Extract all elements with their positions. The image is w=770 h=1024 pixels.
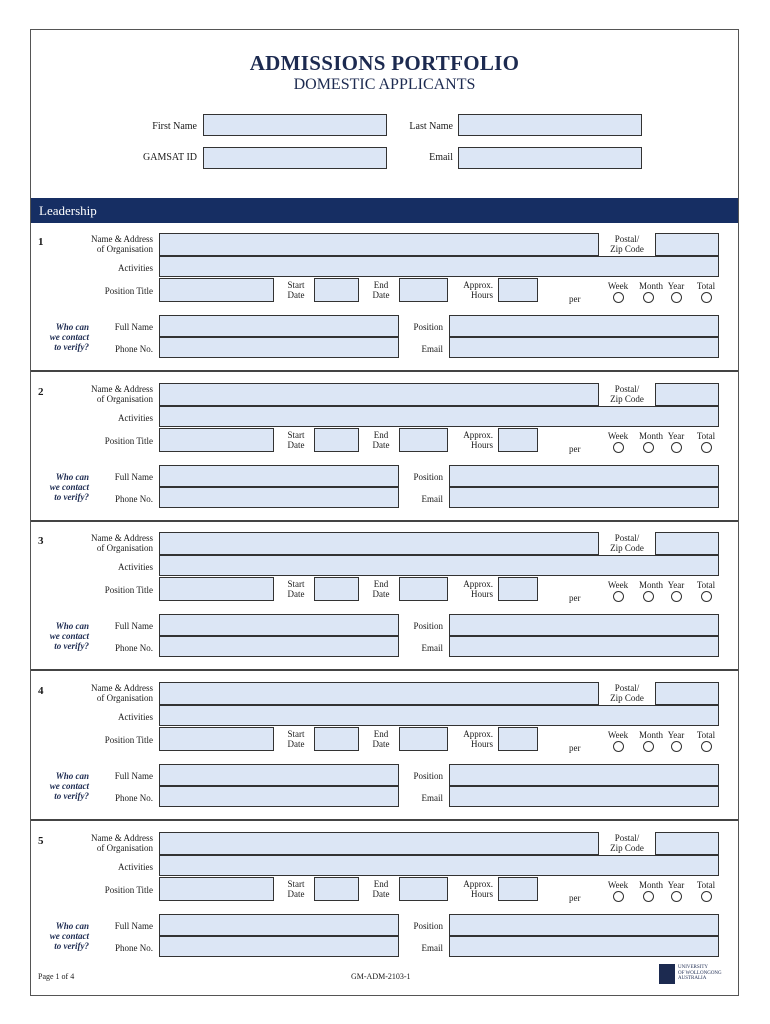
position-title-field[interactable] bbox=[159, 428, 274, 452]
approx-hours-field[interactable] bbox=[498, 577, 538, 601]
week-radio[interactable] bbox=[613, 292, 624, 303]
approx-hours-field[interactable] bbox=[498, 877, 538, 901]
week-radio[interactable] bbox=[613, 741, 624, 752]
activities-field[interactable] bbox=[159, 705, 719, 726]
contact-position-label: Position bbox=[413, 921, 443, 931]
position-title-label: Position Title bbox=[104, 885, 153, 895]
postal-label: Postal/ Zip Code bbox=[610, 384, 644, 404]
page-number: Page 1 of 4 bbox=[38, 972, 75, 981]
approx-hours-field[interactable] bbox=[498, 278, 538, 302]
position-title-label: Position Title bbox=[104, 735, 153, 745]
total-label: Total bbox=[696, 580, 716, 590]
contact-position-label: Position bbox=[413, 472, 443, 482]
entry-number: 5 bbox=[38, 835, 44, 847]
week-label: Week bbox=[607, 431, 629, 441]
start-date-label: Start Date bbox=[287, 879, 305, 899]
contact-email-label: Email bbox=[421, 494, 443, 504]
postal-field[interactable] bbox=[655, 383, 719, 406]
verify-label: Who can we contact to verify? bbox=[49, 771, 89, 801]
verify-label: Who can we contact to verify? bbox=[49, 621, 89, 651]
approx-hours-field[interactable] bbox=[498, 727, 538, 751]
week-radio[interactable] bbox=[613, 891, 624, 902]
per-label: per bbox=[569, 444, 581, 454]
per-label: per bbox=[569, 593, 581, 603]
first-name-field[interactable] bbox=[203, 114, 387, 136]
org-field[interactable] bbox=[159, 233, 599, 256]
activities-field[interactable] bbox=[159, 256, 719, 277]
week-label: Week bbox=[607, 580, 629, 590]
activities-field[interactable] bbox=[159, 855, 719, 876]
section-banner bbox=[31, 198, 738, 223]
month-radio[interactable] bbox=[643, 591, 654, 602]
phone-label: Phone No. bbox=[115, 344, 153, 354]
contact-full-name-field[interactable] bbox=[159, 764, 399, 786]
contact-full-name-field[interactable] bbox=[159, 315, 399, 337]
postal-label: Postal/ Zip Code bbox=[610, 533, 644, 553]
contact-phone-field[interactable] bbox=[159, 337, 399, 358]
contact-full-name-field[interactable] bbox=[159, 914, 399, 936]
entry-number: 4 bbox=[38, 685, 44, 697]
end-date-field[interactable] bbox=[399, 278, 448, 302]
month-label: Month bbox=[638, 730, 663, 740]
activities-label: Activities bbox=[118, 413, 153, 423]
total-radio[interactable] bbox=[701, 292, 712, 303]
last-name-label: Last Name bbox=[409, 121, 453, 132]
total-label: Total bbox=[696, 880, 716, 890]
start-date-label: Start Date bbox=[287, 280, 305, 300]
postal-label: Postal/ Zip Code bbox=[610, 683, 644, 703]
year-label: Year bbox=[667, 431, 685, 441]
contact-email-field[interactable] bbox=[449, 337, 719, 358]
end-date-field[interactable] bbox=[399, 877, 448, 901]
entry-number: 1 bbox=[38, 236, 44, 248]
contact-email-field[interactable] bbox=[449, 636, 719, 657]
full-name-label: Full Name bbox=[114, 921, 153, 931]
gamsat-id-label: GAMSAT ID bbox=[143, 152, 197, 163]
total-label: Total bbox=[696, 281, 716, 291]
contact-phone-field[interactable] bbox=[159, 487, 399, 508]
contact-full-name-field[interactable] bbox=[159, 614, 399, 636]
org-label: Name & Address of Organisation bbox=[91, 833, 153, 853]
start-date-label: Start Date bbox=[287, 430, 305, 450]
contact-phone-field[interactable] bbox=[159, 936, 399, 957]
activities-label: Activities bbox=[118, 712, 153, 722]
start-date-field[interactable] bbox=[314, 577, 359, 601]
postal-field[interactable] bbox=[655, 832, 719, 855]
contact-position-field[interactable] bbox=[449, 764, 719, 786]
year-radio[interactable] bbox=[671, 292, 682, 303]
per-label: per bbox=[569, 743, 581, 753]
position-title-field[interactable] bbox=[159, 877, 274, 901]
month-label: Month bbox=[638, 880, 663, 890]
phone-label: Phone No. bbox=[115, 643, 153, 653]
phone-label: Phone No. bbox=[115, 943, 153, 953]
position-title-label: Position Title bbox=[104, 585, 153, 595]
end-date-label: End Date bbox=[372, 729, 390, 749]
contact-email-label: Email bbox=[421, 943, 443, 953]
per-label: per bbox=[569, 893, 581, 903]
org-field[interactable] bbox=[159, 832, 599, 855]
contact-position-field[interactable] bbox=[449, 465, 719, 487]
year-radio[interactable] bbox=[671, 891, 682, 902]
month-radio[interactable] bbox=[643, 442, 654, 453]
week-label: Week bbox=[607, 281, 629, 291]
activities-label: Activities bbox=[118, 263, 153, 273]
total-label: Total bbox=[696, 431, 716, 441]
year-label: Year bbox=[667, 730, 685, 740]
end-date-label: End Date bbox=[372, 280, 390, 300]
total-label: Total bbox=[696, 730, 716, 740]
year-radio[interactable] bbox=[671, 591, 682, 602]
org-field[interactable] bbox=[159, 383, 599, 406]
week-label: Week bbox=[607, 730, 629, 740]
contact-phone-field[interactable] bbox=[159, 786, 399, 807]
email-field[interactable] bbox=[458, 147, 642, 169]
verify-label: Who can we contact to verify? bbox=[49, 472, 89, 502]
contact-phone-field[interactable] bbox=[159, 636, 399, 657]
month-label: Month bbox=[638, 281, 663, 291]
entry-divider bbox=[31, 370, 738, 372]
approx-hours-label: Approx. Hours bbox=[463, 579, 493, 599]
verify-label: Who can we contact to verify? bbox=[49, 921, 89, 951]
end-date-label: End Date bbox=[372, 879, 390, 899]
university-logo bbox=[659, 964, 734, 986]
contact-email-label: Email bbox=[421, 643, 443, 653]
phone-label: Phone No. bbox=[115, 793, 153, 803]
org-label: Name & Address of Organisation bbox=[91, 234, 153, 254]
full-name-label: Full Name bbox=[114, 472, 153, 482]
full-name-label: Full Name bbox=[114, 322, 153, 332]
org-field[interactable] bbox=[159, 682, 599, 705]
year-radio[interactable] bbox=[671, 442, 682, 453]
contact-email-field[interactable] bbox=[449, 936, 719, 957]
start-date-field[interactable] bbox=[314, 877, 359, 901]
contact-email-field[interactable] bbox=[449, 786, 719, 807]
week-label: Week bbox=[607, 880, 629, 890]
postal-field[interactable] bbox=[655, 233, 719, 256]
postal-label: Postal/ Zip Code bbox=[610, 234, 644, 254]
org-label: Name & Address of Organisation bbox=[91, 683, 153, 703]
end-date-field[interactable] bbox=[399, 428, 448, 452]
contact-email-label: Email bbox=[421, 344, 443, 354]
contact-position-field[interactable] bbox=[449, 614, 719, 636]
total-radio[interactable] bbox=[701, 442, 712, 453]
total-radio[interactable] bbox=[701, 591, 712, 602]
position-title-label: Position Title bbox=[104, 436, 153, 446]
total-radio[interactable] bbox=[701, 891, 712, 902]
last-name-field[interactable] bbox=[458, 114, 642, 136]
start-date-label: Start Date bbox=[287, 729, 305, 749]
contact-position-field[interactable] bbox=[449, 914, 719, 936]
org-label: Name & Address of Organisation bbox=[91, 533, 153, 553]
postal-field[interactable] bbox=[655, 532, 719, 555]
org-field[interactable] bbox=[159, 532, 599, 555]
year-label: Year bbox=[667, 281, 685, 291]
approx-hours-label: Approx. Hours bbox=[463, 430, 493, 450]
position-title-field[interactable] bbox=[159, 727, 274, 751]
activities-label: Activities bbox=[118, 862, 153, 872]
contact-email-field[interactable] bbox=[449, 487, 719, 508]
position-title-label: Position Title bbox=[104, 286, 153, 296]
verify-label: Who can we contact to verify? bbox=[49, 322, 89, 352]
contact-position-label: Position bbox=[413, 621, 443, 631]
contact-position-field[interactable] bbox=[449, 315, 719, 337]
contact-email-label: Email bbox=[421, 793, 443, 803]
start-date-field[interactable] bbox=[314, 727, 359, 751]
total-radio[interactable] bbox=[701, 741, 712, 752]
week-radio[interactable] bbox=[613, 442, 624, 453]
month-label: Month bbox=[638, 580, 663, 590]
start-date-field[interactable] bbox=[314, 278, 359, 302]
year-radio[interactable] bbox=[671, 741, 682, 752]
approx-hours-label: Approx. Hours bbox=[463, 879, 493, 899]
entry-divider bbox=[31, 819, 738, 821]
approx-hours-label: Approx. Hours bbox=[463, 729, 493, 749]
end-date-label: End Date bbox=[372, 430, 390, 450]
start-date-field[interactable] bbox=[314, 428, 359, 452]
end-date-field[interactable] bbox=[399, 577, 448, 601]
month-radio[interactable] bbox=[643, 891, 654, 902]
org-label: Name & Address of Organisation bbox=[91, 384, 153, 404]
full-name-label: Full Name bbox=[114, 771, 153, 781]
activities-field[interactable] bbox=[159, 555, 719, 576]
entry-divider bbox=[31, 669, 738, 671]
month-radio[interactable] bbox=[643, 292, 654, 303]
section-title: Leadership bbox=[39, 203, 97, 218]
form-subtitle: DOMESTIC APPLICANTS bbox=[293, 76, 476, 93]
postal-label: Postal/ Zip Code bbox=[610, 833, 644, 853]
full-name-label: Full Name bbox=[114, 621, 153, 631]
email-label: Email bbox=[429, 152, 453, 163]
end-date-field[interactable] bbox=[399, 727, 448, 751]
entry-number: 2 bbox=[38, 386, 44, 398]
approx-hours-field[interactable] bbox=[498, 428, 538, 452]
entry-number: 3 bbox=[38, 535, 44, 547]
end-date-label: End Date bbox=[372, 579, 390, 599]
entry-divider bbox=[31, 520, 738, 522]
form-page bbox=[30, 29, 739, 996]
first-name-label: First Name bbox=[152, 121, 197, 132]
postal-field[interactable] bbox=[655, 682, 719, 705]
crest-icon bbox=[659, 964, 675, 984]
week-radio[interactable] bbox=[613, 591, 624, 602]
month-radio[interactable] bbox=[643, 741, 654, 752]
contact-position-label: Position bbox=[413, 771, 443, 781]
month-label: Month bbox=[638, 431, 663, 441]
contact-position-label: Position bbox=[413, 322, 443, 332]
approx-hours-label: Approx. Hours bbox=[463, 280, 493, 300]
activities-field[interactable] bbox=[159, 406, 719, 427]
logo-text: UNIVERSITY OF WOLLONGONG AUSTRALIA bbox=[678, 965, 722, 981]
start-date-label: Start Date bbox=[287, 579, 305, 599]
gamsat-id-field[interactable] bbox=[203, 147, 387, 169]
phone-label: Phone No. bbox=[115, 494, 153, 504]
activities-label: Activities bbox=[118, 562, 153, 572]
form-code: GM-ADM-2103-1 bbox=[351, 972, 411, 981]
form-title: ADMISSIONS PORTFOLIO bbox=[249, 51, 520, 75]
per-label: per bbox=[569, 294, 581, 304]
year-label: Year bbox=[667, 580, 685, 590]
position-title-field[interactable] bbox=[159, 577, 274, 601]
year-label: Year bbox=[667, 880, 685, 890]
contact-full-name-field[interactable] bbox=[159, 465, 399, 487]
position-title-field[interactable] bbox=[159, 278, 274, 302]
